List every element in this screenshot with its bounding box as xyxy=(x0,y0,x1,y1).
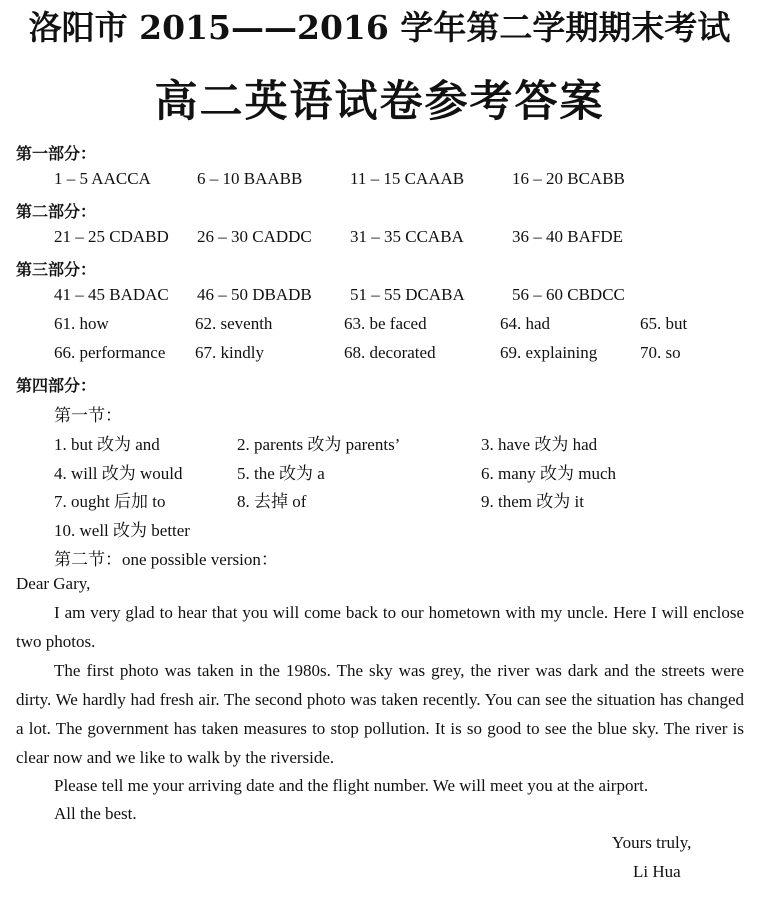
correction-item: 4. will 改为 would xyxy=(54,464,183,483)
letter-closing: Yours truly, xyxy=(612,833,692,852)
answer-range: 46 – 50 DBADB xyxy=(197,285,312,304)
correction-item: 5. the 改为 a xyxy=(237,464,325,483)
correction-item: 8. 去掉 of xyxy=(237,492,307,511)
answer-range: 6 – 10 BAABB xyxy=(197,169,303,188)
answer-range: 21 – 25 CDABD xyxy=(54,227,169,246)
section2-heading: 第二节：one possible version： xyxy=(54,550,278,569)
blank-answer: 61. how xyxy=(54,314,109,333)
exam-title: 洛阳市 2015——2016 学年第二学期期末考试 xyxy=(28,8,731,47)
answer-range: 56 – 60 CBDCC xyxy=(512,285,625,304)
blank-answer: 66. performance xyxy=(54,343,166,362)
blank-answer: 67. kindly xyxy=(195,343,264,362)
blank-answer: 69. explaining xyxy=(500,343,598,362)
answer-range: 1 – 5 AACCA xyxy=(54,169,151,188)
correction-item: 1. but 改为 and xyxy=(54,435,160,454)
letter-paragraph: The first photo was taken in the 1980s. The sky was grey, the river was dark and the streets were dirty. We hardly had fresh air. The second photo was taken recently. You can see the situation has changed a lot. The government has taken measures to stop pollution. It is so good to see the blue sky. The river is clear now and we like to walk by the riverside. xyxy=(16,661,744,767)
blank-answer: 70. so xyxy=(640,343,681,362)
blank-answer: 62. seventh xyxy=(195,314,273,333)
correction-item: 2. parents 改为 parents’ xyxy=(237,435,401,454)
letter-paragraph: Please tell me your arriving date and the flight number. We will meet you at the airport. xyxy=(54,776,649,795)
correction-item: 3. have 改为 had xyxy=(481,435,598,454)
exam-subtitle: 高二英语试卷参考答案 xyxy=(154,77,605,127)
part3-heading: 第三部分： xyxy=(16,260,97,279)
blank-answer: 63. be faced xyxy=(344,314,427,333)
blank-answer: 68. decorated xyxy=(344,343,436,362)
letter-paragraph: All the best. xyxy=(54,804,137,823)
answer-range: 36 – 40 BAFDE xyxy=(512,227,623,246)
answer-range: 31 – 35 CCABA xyxy=(350,227,464,246)
letter-greeting: Dear Gary, xyxy=(16,574,91,593)
answer-range: 16 – 20 BCABB xyxy=(512,169,625,188)
correction-item: 10. well 改为 better xyxy=(54,521,190,540)
letter-paragraph: I am very glad to hear that you will come back to our hometown with my uncle. Here I will enclose two photos. xyxy=(16,603,744,651)
section1-heading: 第一节： xyxy=(54,406,122,425)
answer-range: 11 – 15 CAAAB xyxy=(350,169,465,188)
correction-item: 9. them 改为 it xyxy=(481,492,584,511)
correction-item: 7. ought 后加 to xyxy=(54,492,166,511)
part1-heading: 第一部分： xyxy=(16,144,97,163)
blank-answer: 64. had xyxy=(500,314,551,333)
answer-range: 26 – 30 CADDC xyxy=(197,227,312,246)
letter-signature: Li Hua xyxy=(633,862,681,881)
answer-range: 51 – 55 DCABA xyxy=(350,285,465,304)
blank-answer: 65. but xyxy=(640,314,688,333)
correction-item: 6. many 改为 much xyxy=(481,464,617,483)
part4-heading: 第四部分： xyxy=(16,376,97,395)
part2-heading: 第二部分： xyxy=(16,202,97,221)
answer-range: 41 – 45 BADAC xyxy=(54,285,169,304)
